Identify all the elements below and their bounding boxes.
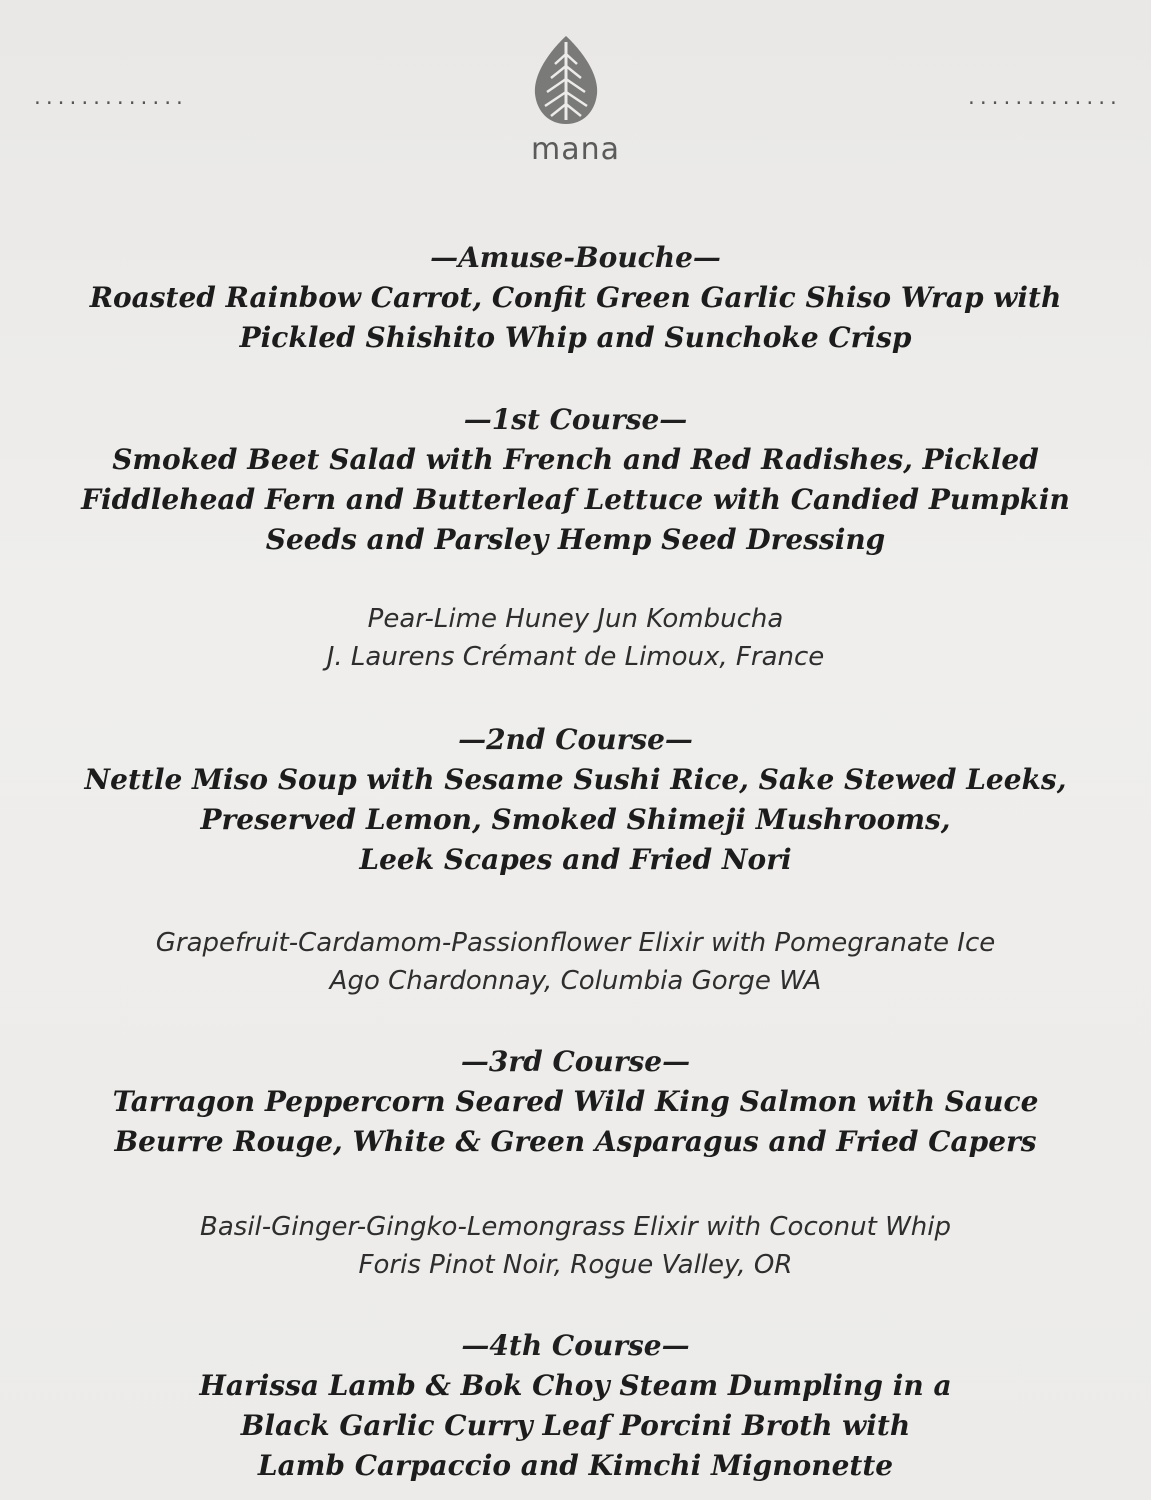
brand-name: mana [530,132,620,167]
pairing-line: Basil-Ginger-Gingko-Lemongrass Elixir with Coconut Whip [200,1212,951,1242]
dish-line: Black Garlic Curry Leaf Porcini Broth with [240,1409,911,1442]
dish-line: Leek Scapes and Fried Nori [359,843,792,876]
course-3rd [0,1042,1151,1162]
pairings-2nd [0,924,1151,1000]
dish-line: Lamb Carpaccio and Kimchi Mignonette [257,1449,894,1482]
course-1st [0,400,1151,560]
pairings-3rd [0,1208,1151,1284]
dish-line: Tarragon Peppercorn Seared Wild King Salmon with Sauce [112,1085,1039,1118]
pairing-line: Ago Chardonnay, Columbia Gorge WA [329,966,822,996]
pairing-line: Grapefruit-Cardamom-Passionflower Elixir with Pomegranate Ice [155,928,996,958]
leaf-tree-logo-icon [531,34,601,126]
pairings-1st [0,600,1151,676]
right-dotted-line: ............. [966,88,1120,109]
dish-line: Fiddlehead Fern and Butterleaf Lettuce with Candied Pumpkin [81,483,1070,516]
course-amuse-bouche [0,238,1151,358]
pairing-line: Foris Pinot Noir, Rogue Valley, OR [358,1250,793,1280]
course-heading: —3rd Course— [460,1045,691,1078]
course-heading: —Amuse-Bouche— [430,241,721,274]
dish-line: Seeds and Parsley Hemp Seed Dressing [265,523,886,556]
pairing-line: Pear-Lime Huney Jun Kombucha [367,604,784,634]
pairing-line: J. Laurens Crémant de Limoux, France [326,642,825,672]
course-4th [0,1326,1151,1486]
dish-line: Preserved Lemon, Smoked Shimeji Mushrooms, [200,803,951,836]
dish-line: Harissa Lamb & Bok Choy Steam Dumpling in a [199,1369,952,1402]
course-2nd [0,720,1151,880]
left-dotted-line: ............. [32,88,186,109]
dish-line: Roasted Rainbow Carrot, Confit Green Garlic Shiso Wrap with [89,281,1062,314]
course-heading: —2nd Course— [458,723,693,756]
dish-line: Beurre Rouge, White & Green Asparagus and Fried Capers [114,1125,1037,1158]
course-heading: —1st Course— [463,403,688,436]
dish-line: Nettle Miso Soup with Sesame Sushi Rice, Sake Stewed Leeks, [84,763,1067,796]
dish-line: Smoked Beet Salad with French and Red Radishes, Pickled [112,443,1039,476]
course-heading: —4th Course— [461,1329,690,1362]
dish-line: Pickled Shishito Whip and Sunchoke Crisp [239,321,912,354]
